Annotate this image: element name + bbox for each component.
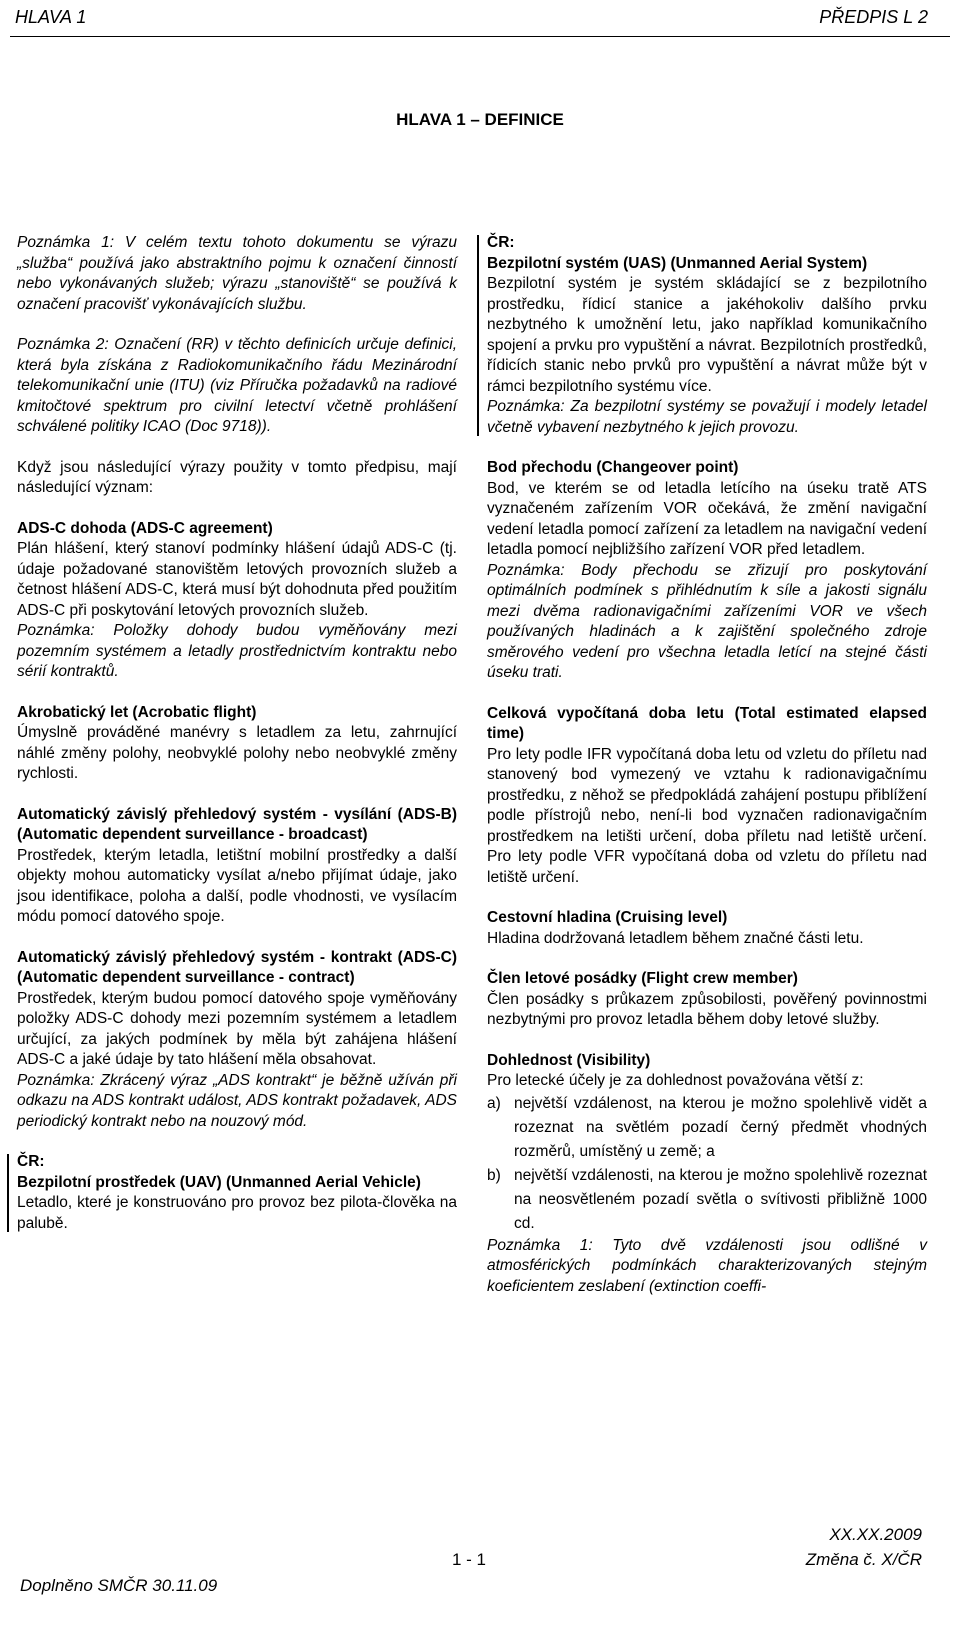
header-regulation: PŘEDPIS L 2: [819, 7, 928, 27]
list-item-text: největší vzdálenost, na kterou je možno spolehlivě vidět a rozeznat na světlém pozadí černý předmět vhodných rozměrů, umístěný u země; a: [514, 1094, 927, 1160]
definition-acrobatic-flight: [17, 703, 457, 785]
list-item: [487, 1092, 927, 1164]
cr-label: ČR:: [17, 1153, 45, 1170]
footer-page-number: 1 - 1: [452, 1550, 487, 1569]
definition-changeover-point: [487, 458, 927, 684]
definition-visibility: [487, 1051, 927, 1298]
text-adsc-agreement: Plán hlášení, který stanoví podmínky hlášení údajů ADS-C (tj. údaje požadované stanovištěm letových provozních služeb a četnost hlášení ADS-C, která musí být dohodnuta před použitím ADS-C při poskytování letových provozních služeb.: [17, 540, 457, 619]
right-column: [487, 233, 927, 1297]
cr-label: ČR:: [487, 234, 515, 251]
definition-adsc: [17, 948, 457, 1133]
text-elapsed-time: Pro lety podle IFR vypočítaná doba letu od vzletu do příletu nad stanovený bod vymezený ve vztahu k radionavigačnímu prostředku, z něhož se předpokládá zahájení postupu přiblížení podle přístrojů nebo, není-li bod vyznačen radionavigačním prostředkem na letišti určení, doba příletu nad letiště určení. Pro lety podle VFR vypočítaná doba od vzletu do příletu nad letiště určení.: [487, 745, 927, 886]
left-column: [17, 233, 457, 1234]
term-uas: Bezpilotní systém (UAS) (Unmanned Aerial System): [487, 254, 868, 272]
list-item: [487, 1164, 927, 1236]
definition-adsc-agreement: [17, 519, 457, 683]
term-uav: Bezpilotní prostředek (UAV) (Unmanned Aerial Vehicle): [17, 1173, 421, 1191]
note-uas: Poznámka: Za bezpilotní systémy se považují i modely letadel včetně vybavení nezbytného k jejich provozu.: [487, 398, 927, 436]
text-visibility: Pro letecké účely je za dohlednost považována větší z:: [487, 1072, 864, 1089]
list-item-text: největší vzdálenosti, na kterou je možno spolehlivě rozeznat na neosvětleném pozadí světla o svítivosti přibližně 1000 cd.: [514, 1166, 927, 1232]
note-adsc: Poznámka: Zkrácený výraz „ADS kontrakt“ je běžně užíván při odkazu na ADS kontrakt událost, ADS kontrakt požadavek, ADS periodický kontrakt nebo na nouzový mód.: [17, 1071, 457, 1130]
term-flight-crew-member: Člen letové posádky (Flight crew member): [487, 970, 798, 987]
header-rule: [10, 36, 950, 37]
term-adsc: Automatický závislý přehledový systém - kontrakt (ADS-C) (Automatic dependent surveillance - contract): [17, 948, 457, 986]
note-1: Poznámka 1: V celém textu tohoto dokumentu se výrazu „služba“ používá jako abstraktního pojmu k označení činností nebo vykonávaných služeb; výrazu „stanoviště“ se používá k označení pracovišť vykonávajících službu.: [17, 234, 457, 313]
term-acrobatic-flight: Akrobatický let (Acrobatic flight): [17, 703, 257, 721]
text-acrobatic-flight: Úmyslně prováděné manévry s letadlem za letu, zahrnující náhlé změny polohy, neobvyklé polohy nebo neobvyklé změny rychlosti.: [17, 724, 457, 782]
text-changeover-point: Bod, ve kterém se od letadla letícího na úseku tratě ATS vyznačeném zařízením VOR očekává, že změní navigační vedení letadla pomocí zařízení za letadlem na navigační vedení letadla pomocí nejbližšího zařízení VOR před letadlem.: [487, 479, 927, 558]
note-2: Poznámka 2: Označení (RR) v těchto definicích určuje definici, která byla získána z Radiokomunikačního řádu Mezinárodní telekomunikační unie (ITU) (viz Příručka požadavků na radiové kmitočtové spektrum pro civilní letectví včetně prohlášení schválené politiky ICAO (Doc 9718)).: [17, 336, 457, 435]
definition-flight-crew-member: [487, 969, 927, 1031]
change-bar: [7, 1154, 9, 1232]
definition-uas: [487, 233, 927, 438]
list-marker: b): [487, 1166, 501, 1184]
footer-supplement: Doplněno SMČR 30.11.09: [20, 1576, 218, 1595]
visibility-list: [487, 1092, 927, 1236]
note-changeover-point: Poznámka: Body přechodu se zřizují pro poskytování optimálních podmínek s přihlédnutím k síle a jakosti signálu mezi dvěma radionavigačními zařízeními VOR ve všech používaných hladinách a k zajištění společného zdroje směrového vedení pro všechna letadla letící na stejné části úseku trati.: [487, 561, 927, 681]
list-marker: a): [487, 1094, 501, 1112]
term-adsc-agreement: ADS-C dohoda (ADS-C agreement): [17, 519, 273, 537]
text-uav: Letadlo, které je konstruováno pro provoz bez pilota-člověka na palubě.: [17, 1194, 457, 1232]
definition-uav: [17, 1152, 457, 1234]
definition-cruising-level: [487, 908, 927, 949]
text-cruising-level: Hladina dodržovaná letadlem během značné části letu.: [487, 929, 864, 947]
text-adsb: Prostředek, kterým letadla, letištní mobilní prostředky a další objekty mohou automaticky vysílat a/nebo přijímat údaje, jako jsou identifikace, poloha a další, podle vhodnosti, ve vysílacím módu pomocí datového spoje.: [17, 846, 457, 925]
text-uas: Bezpilotní systém je systém skládající se z bezpilotního prostředku, řídicí stanice a jakéhokoliv dalšího prvku nezbytného k umožnění letu, jako například komunikačního spojení a prvku pro vypuštění a návrat. Bezpilotních prostředků, řídicích stanic nebo prvků pro vypuštění a návrat může být v rámci bezpilotního systému více.: [487, 275, 927, 395]
term-elapsed-time: Celková vypočítaná doba letu (Total estimated elapsed time): [487, 704, 927, 742]
intro-text: Když jsou následující výrazy použity v tomto předpisu, mají následující význam:: [17, 458, 457, 496]
definition-adsb: [17, 805, 457, 928]
note-adsc-agreement: Poznámka: Položky dohody budou vyměňovány mezi pozemním systémem a letadly prostřednictvím kontraktu nebo sérií kontraktů.: [17, 622, 457, 680]
change-bar: [477, 235, 479, 436]
term-cruising-level: Cestovní hladina (Cruising level): [487, 909, 728, 926]
footer-date: XX.XX.2009: [829, 1525, 922, 1544]
intro-block: [17, 458, 457, 499]
definition-elapsed-time: [487, 704, 927, 889]
term-visibility: Dohlednost (Visibility): [487, 1051, 651, 1069]
footer-change: Změna č. X/ČR: [805, 1550, 922, 1569]
term-adsb: Automatický závislý přehledový systém - vysílání (ADS-B) (Automatic dependent surveillance - broadcast): [17, 805, 457, 843]
text-flight-crew-member: Člen posádky s průkazem způsobilosti, pověřený povinnostmi nezbytnými pro provoz letadla během doby letové služby.: [487, 990, 927, 1028]
text-adsc: Prostředek, kterým budou pomocí datového spoje vyměňovány položky ADS-C dohody mezi pozemním systémem a letadlem určující, za jakých podmínek by měla být zahájena hlášení ADS-C a jaké údaje by tato hlášení měla obsahovat.: [17, 989, 457, 1068]
note-visibility: Poznámka 1: Tyto dvě vzdálenosti jsou odlišné v atmosférických podmínkách charakterizovaných stejným koeficientem zeslabení (extinction coeffi-: [487, 1236, 927, 1295]
term-changeover-point: Bod přechodu (Changeover point): [487, 459, 739, 476]
header-chapter: HLAVA 1: [15, 7, 87, 27]
page-title: HLAVA 1 – DEFINICE: [396, 110, 564, 129]
